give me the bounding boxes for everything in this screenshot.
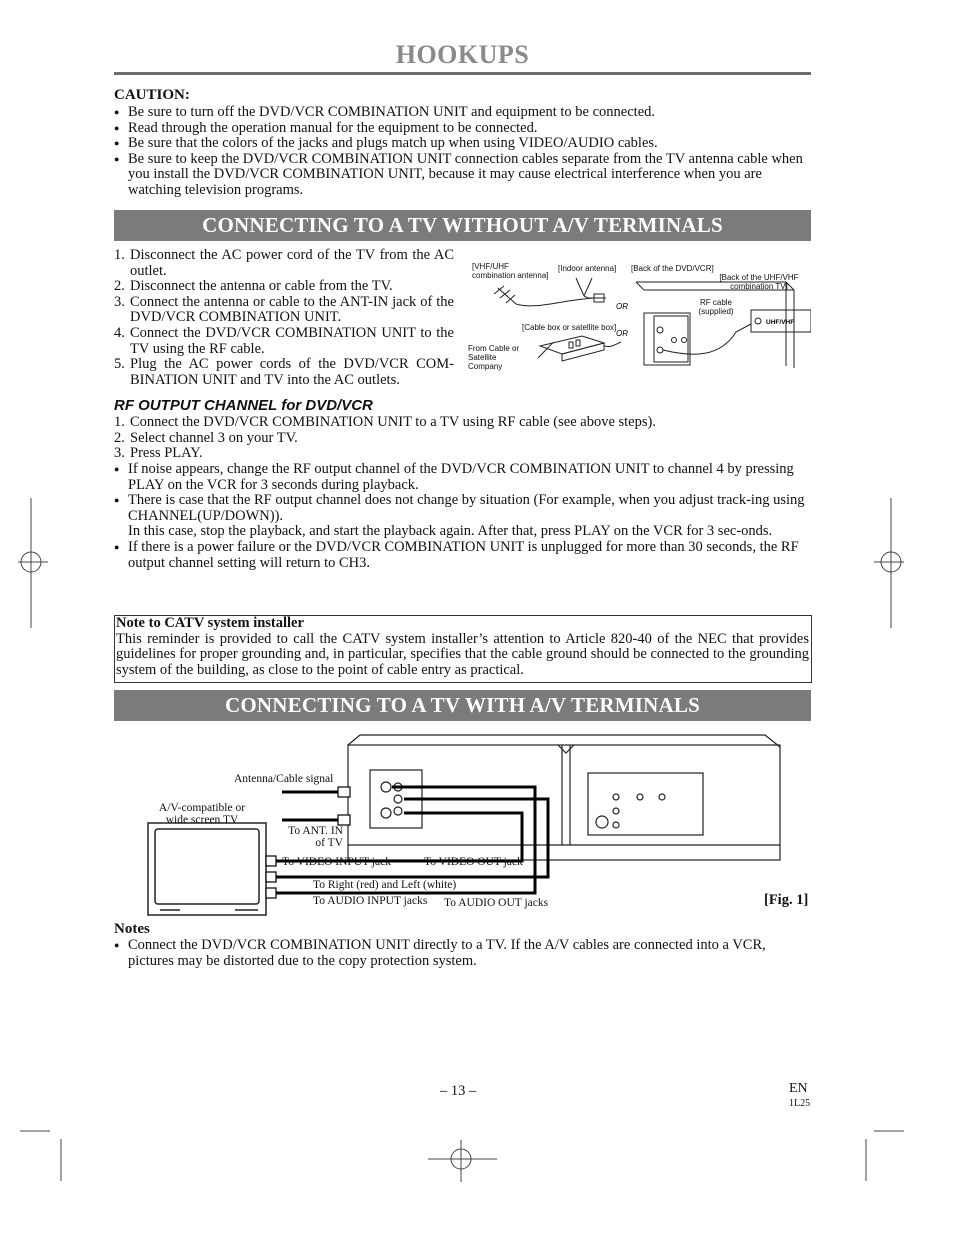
language-code: EN xyxy=(789,1081,808,1096)
rf-bullet-text: There is case that the RF output channel does not change by situation (For example, when you adjust track-ing using CHANNEL(UP/DOWN)). xyxy=(128,492,805,524)
audio-input-label: To AUDIO INPUT jacks xyxy=(313,895,428,907)
audio-out-label: To AUDIO OUT jacks xyxy=(444,897,549,909)
title-divider xyxy=(114,72,811,75)
uhf-vhf-label: UHF/VHF xyxy=(766,319,795,326)
caution-item: ● Read through the operation manual for the equipment to be connected. xyxy=(114,121,813,137)
step-text: Connect the DVD/VCR COMBINATION UNIT to the TV using the RF cable. xyxy=(130,324,454,357)
step-item xyxy=(114,415,813,431)
rf-cable-label: RF cable (supplied) xyxy=(698,298,734,316)
section-banner-without-av: CONNECTING TO A TV WITHOUT A/V TERMINALS xyxy=(114,210,811,241)
rf-output-steps xyxy=(114,415,813,462)
step-text: Disconnect the AC power cord of the TV from the AC outlet. xyxy=(130,247,454,279)
vhf-uhf-antenna-label: [VHF/UHF combination antenna] xyxy=(472,262,549,280)
page-title: HOOKUPS xyxy=(395,40,530,69)
document-code: 1L25 xyxy=(789,1098,811,1109)
step-number: 1. xyxy=(114,247,125,263)
catv-body: This reminder is provided to call the CATV system installer’s attention to Article 820-40 of the NEC that provides guidelines for proper grounding and, in particular, specifies that the cable ground should be connected to the grounding system of the building, as close to the point of cable entry as practical. xyxy=(116,630,809,678)
indoor-antenna-label: [Indoor antenna] xyxy=(558,264,617,273)
video-out-label: To VIDEO OUT jack xyxy=(424,856,523,868)
rf-bullet: ● If noise appears, change the RF output channel of the DVD/VCR COMBINATION UNIT to channel 4 by pressing PLAY on the VCR for 3 seconds during playback. xyxy=(114,462,813,493)
section-banner-with-av: CONNECTING TO A TV WITH A/V TERMINALS xyxy=(114,690,811,721)
antenna-signal-label: Antenna/Cable signal xyxy=(234,773,334,785)
back-of-dvdvcr-label: [Back of the DVD/VCR] xyxy=(631,264,714,273)
notes-list xyxy=(114,938,813,969)
step-number: 1. xyxy=(114,414,125,430)
back-of-tv-label: [Back of the UHF/VHF combination TV] xyxy=(719,273,799,291)
catv-heading: Note to CATV system installer xyxy=(116,615,304,631)
step-number: 2. xyxy=(114,429,125,446)
step-item xyxy=(114,295,454,326)
step-item xyxy=(114,357,454,388)
from-cable-label: From Cable or Satellite Company xyxy=(468,344,520,371)
video-input-label: To VIDEO INPUT jack xyxy=(282,856,391,868)
step-text: Disconnect the antenna or cable from the TV. xyxy=(130,278,393,295)
rf-bullet-continuation: In this case, stop the playback, and start the playback again. After that, press PLAY on the VCR for 3 sec-onds. xyxy=(128,523,773,540)
step-item xyxy=(114,446,813,462)
to-ant-in-label: To ANT. IN of TV xyxy=(288,825,343,849)
caution-heading: CAUTION: xyxy=(114,87,190,103)
step-item xyxy=(114,326,454,357)
step-text: Connect the DVD/VCR COMBINATION UNIT to a TV using RF cable (see above steps). xyxy=(130,414,656,430)
caution-item: ● Be sure to turn off the DVD/VCR COMBINATION UNIT and equipment to be connected. xyxy=(114,105,813,121)
caution-list xyxy=(114,105,813,199)
step-item xyxy=(114,279,454,295)
step-item xyxy=(114,248,454,279)
rf-output-bullets xyxy=(114,462,813,571)
caution-item: ● Be sure that the colors of the jacks and plugs match up when using VIDEO/AUDIO cables. xyxy=(114,136,813,152)
or-label-2: OR xyxy=(616,329,628,338)
step-number: 2. xyxy=(114,278,125,295)
step-number: 3. xyxy=(114,293,125,310)
notes-heading: Notes xyxy=(114,921,150,937)
av-tv-label: A/V-compatible or wide screen TV xyxy=(158,802,246,826)
right-left-label: To Right (red) and Left (white) xyxy=(313,879,457,891)
step-text: Connect the antenna or cable to the ANT-IN jack of the DVD/VCR COMBINATION UNIT. xyxy=(130,293,454,326)
or-label-1: OR xyxy=(616,302,628,311)
step-text: Press PLAY. xyxy=(130,445,203,462)
rf-bullet xyxy=(114,493,813,540)
rf-output-heading: RF OUTPUT CHANNEL for DVD/VCR xyxy=(114,397,373,414)
step-number: 5. xyxy=(114,356,125,373)
rf-bullet: ● If there is a power failure or the DVD/VCR COMBINATION UNIT is unplugged for more than 30 seconds, the RF output channel setting will return to CH3. xyxy=(114,540,813,571)
step-number: 3. xyxy=(114,445,125,462)
note-item: ● Connect the DVD/VCR COMBINATION UNIT directly to a TV. If the A/V cables are connected into a VCR, pictures may be distorted due to the copy protection system. xyxy=(114,938,813,969)
step-text: Select channel 3 on your TV. xyxy=(130,429,298,446)
page-number: – 13 – xyxy=(440,1083,477,1099)
step-item xyxy=(114,431,813,447)
step-number: 4. xyxy=(114,324,125,341)
figure-label: [Fig. 1] xyxy=(764,892,809,908)
cable-box-label: [Cable box or satellite box] xyxy=(522,323,617,332)
caution-item: ● Be sure to keep the DVD/VCR COMBINATION UNIT connection cables separate from the TV antenna cable when you install the DVD/VCR COMBINATION UNIT, because it may cause electrical interference when you are watching television programs. xyxy=(114,152,813,199)
catv-note-box xyxy=(114,615,812,683)
section1-steps xyxy=(114,248,454,388)
step-text: Plug the AC power cords of the DVD/VCR COM-BINATION UNIT and TV into the AC outlets. xyxy=(130,356,454,388)
